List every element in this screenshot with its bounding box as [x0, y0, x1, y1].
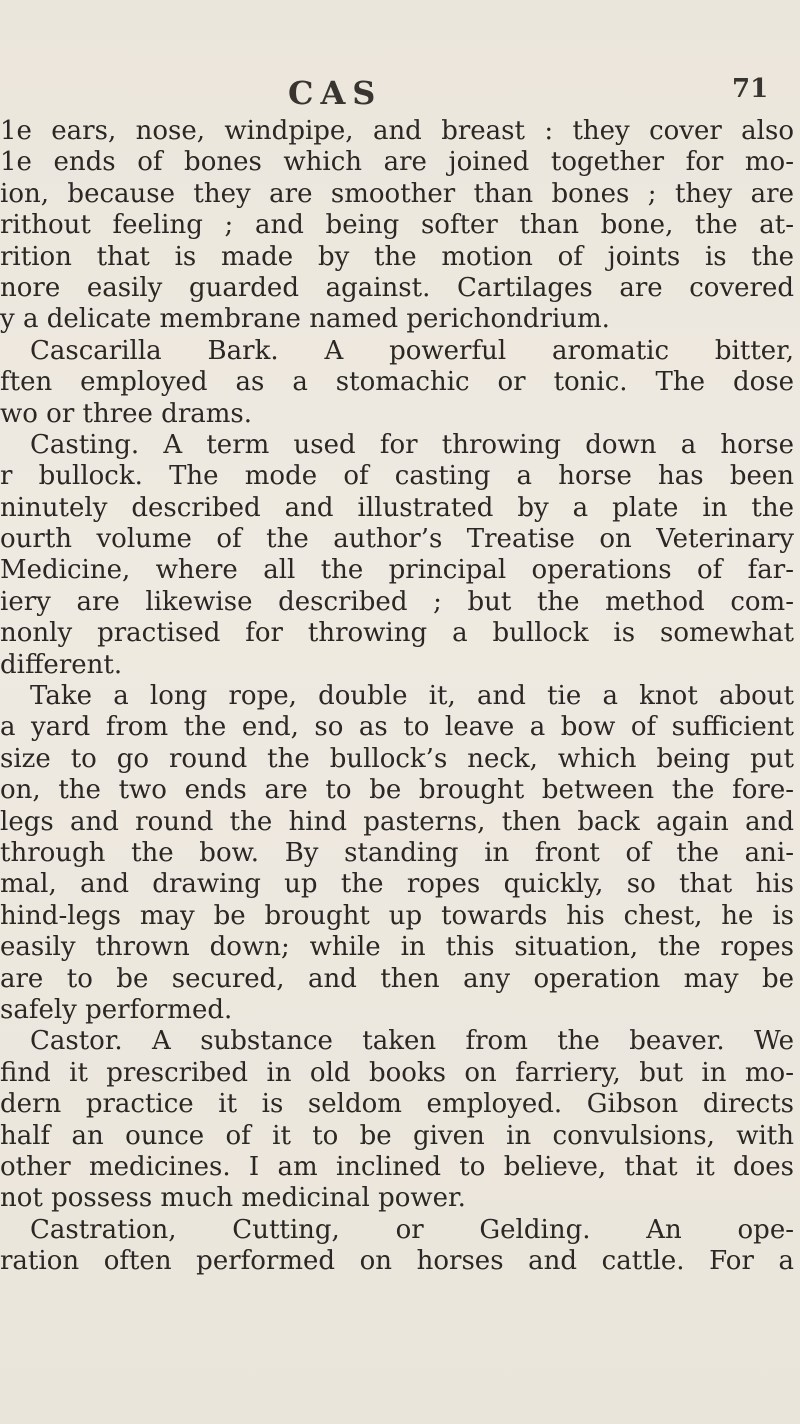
text-line: 1e ends of bones which are joined together for mo- — [0, 147, 794, 178]
running-head: CAS — [288, 74, 383, 112]
text-line: find it prescribed in old books on farriery, but in mo- — [0, 1057, 794, 1088]
body-text — [0, 116, 800, 1277]
text-line: through the bow. By standing in front of the ani- — [0, 837, 794, 868]
entry-heading-line: Castration, Cutting, or Gelding. An ope- — [30, 1214, 794, 1245]
text-line: hind-legs may be brought up towards his chest, he is — [0, 900, 794, 931]
text-line: dern practice it is seldom employed. Gibson directs — [0, 1089, 794, 1120]
text-line: ften employed as a stomachic or tonic. The dose — [0, 367, 794, 398]
text-line: different. — [0, 649, 123, 680]
entry-heading-line: Cascarilla Bark. A powerful aromatic bitter, — [30, 335, 794, 366]
entry-heading-line: Casting. A term used for throwing down a horse — [30, 429, 794, 460]
text-line: wo or three drams. — [0, 398, 253, 429]
text-line: a yard from the end, so as to leave a bow of sufficient — [0, 712, 794, 743]
text-line: other medicines. I am inclined to believe, that it does — [0, 1151, 794, 1182]
text-line: ion, because they are smoother than bones ; they are — [0, 178, 794, 209]
page-header — [0, 74, 800, 114]
text-line: Medicine, where all the principal operations of far- — [0, 555, 794, 586]
text-line: ninutely described and illustrated by a plate in the — [0, 492, 794, 523]
text-line: rithout feeling ; and being softer than bone, the at- — [0, 210, 794, 241]
page-number: 71 — [732, 74, 769, 104]
text-line: legs and round the hind pasterns, then back again and — [0, 806, 794, 837]
text-line: nore easily guarded against. Cartilages are covered — [0, 272, 794, 303]
text-line: not possess much medicinal power. — [0, 1183, 466, 1214]
text-line: safely performed. — [0, 994, 233, 1025]
text-line: mal, and drawing up the ropes quickly, so that his — [0, 869, 794, 900]
text-line: ourth volume of the author’s Treatise on Veterinary — [0, 524, 794, 555]
text-line: on, the two ends are to be brought between the fore- — [0, 775, 794, 806]
text-line: iery are likewise described ; but the method com- — [0, 586, 794, 617]
text-line: r bullock. The mode of casting a horse has been — [0, 461, 794, 492]
text-line: ration often performed on horses and cattle. For a — [0, 1246, 794, 1277]
text-line: are to be secured, and then any operation may be — [0, 963, 794, 994]
text-line: nonly practised for throwing a bullock is somewhat — [0, 618, 794, 649]
text-line: easily thrown down; while in this situation, the ropes — [0, 932, 794, 963]
text-line: half an ounce of it to be given in convulsions, with — [0, 1120, 794, 1151]
text-line: 1e ears, nose, windpipe, and breast : they cover also — [0, 116, 794, 146]
text-line: y a delicate membrane named perichondrium. — [0, 304, 610, 335]
text-line: Take a long rope, double it, and tie a knot about — [30, 681, 794, 712]
text-line: size to go round the bullock’s neck, which being put — [0, 743, 794, 774]
entry-heading-line: Castor. A substance taken from the beaver. We — [30, 1026, 794, 1057]
text-line: rition that is made by the motion of joints is the — [0, 241, 794, 272]
